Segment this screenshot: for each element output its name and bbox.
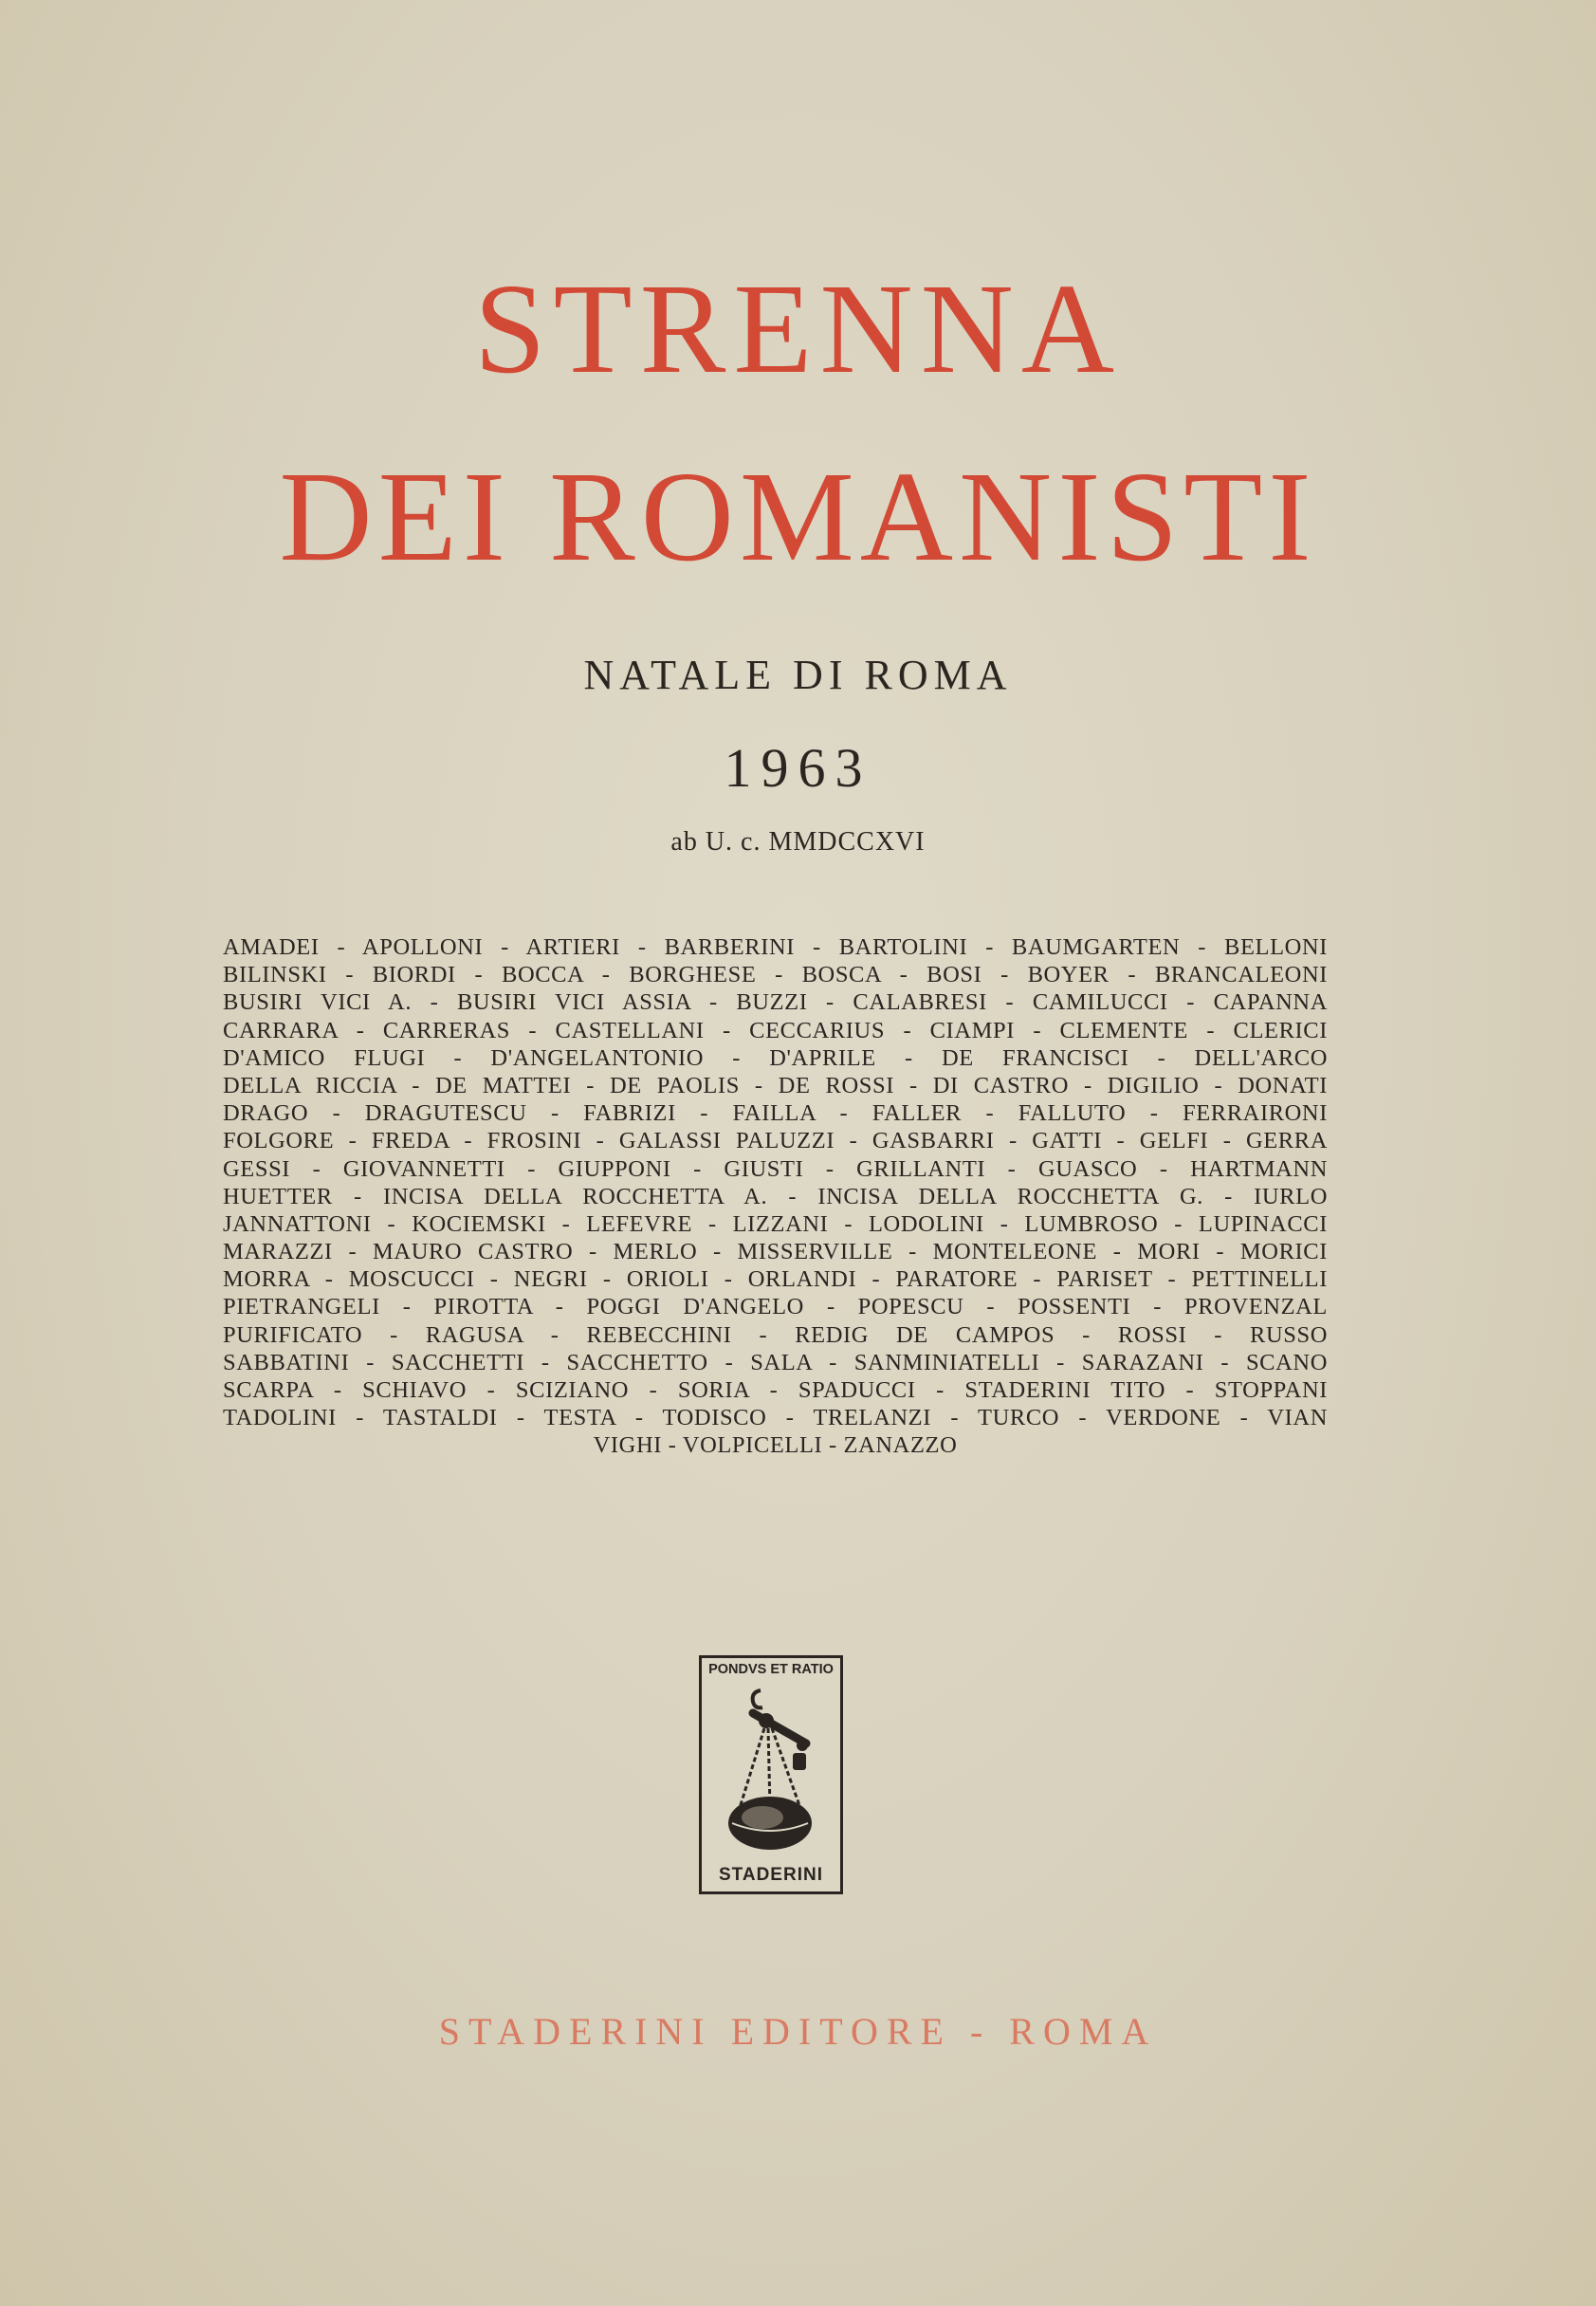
author-line: VIGHI - VOLPICELLI - ZANAZZO [593,1432,958,1459]
author-line: BILINSKI - BIORDI - BOCCA - BORGHESE - BOSCA - BOSI - BOYER - BRANCALEONI [223,962,1328,988]
author-line: SCARPA - SCHIAVO - SCIZIANO - SORIA - SPADUCCI - STADERINI TITO - STOPPANI [223,1377,1328,1403]
author-line: BUSIRI VICI A. - BUSIRI VICI ASSIA - BUZZI - CALABRESI - CAMILUCCI - CAPANNA [223,989,1328,1016]
publisher-logo [699,1655,843,1894]
steelyard-scale-icon [711,1685,831,1855]
author-line: FOLGORE - FREDA - FROSINI - GALASSI PALUZZI - GASBARRI - GATTI - GELFI - GERRA [223,1128,1328,1154]
author-line: JANNATTONI - KOCIEMSKI - LEFEVRE - LIZZANI - LODOLINI - LUMBROSO - LUPINACCI [223,1210,1328,1237]
author-line: MARAZZI - MAURO CASTRO - MERLO - MISSERVILLE - MONTELEONE - MORI - MORICI [223,1239,1328,1265]
subtitle: NATALE DI ROMA [583,652,1013,698]
author-list [223,933,1328,1460]
author-line: HUETTER - INCISA DELLA ROCCHETTA A. - INCISA DELLA ROCCHETTA G. - IURLO [223,1183,1328,1209]
year: 1963 [724,737,872,799]
title-line-1: STRENNA [473,258,1123,400]
author-line: GESSI - GIOVANNETTI - GIUPPONI - GIUSTI - GRILLANTI - GUASCO - HARTMANN [223,1155,1328,1182]
author-line: MORRA - MOSCUCCI - NEGRI - ORIOLI - ORLANDI - PARATORE - PARISET - PETTINELLI [223,1266,1328,1293]
author-line: DELLA RICCIA - DE MATTEI - DE PAOLIS - DE ROSSI - DI CASTRO - DIGILIO - DONATI [223,1072,1328,1098]
author-line: PIETRANGELI - PIROTTA - POGGI D'ANGELO - POPESCU - POSSENTI - PROVENZAL [223,1294,1328,1320]
publisher-imprint: STADERINI EDITORE - ROMA [438,2010,1158,2053]
logo-name: STADERINI [719,1865,823,1885]
logo-motto: PONDVS ET RATIO [708,1662,834,1677]
author-line: CARRARA - CARRERAS - CASTELLANI - CECCARIUS - CIAMPI - CLEMENTE - CLERICI [223,1017,1328,1043]
author-line: PURIFICATO - RAGUSA - REBECCHINI - REDIG DE CAMPOS - ROSSI - RUSSO [223,1321,1328,1348]
author-line: D'AMICO FLUGI - D'ANGELANTONIO - D'APRILE - DE FRANCISCI - DELL'ARCO [223,1044,1328,1071]
author-line: DRAGO - DRAGUTESCU - FABRIZI - FAILLA - FALLER - FALLUTO - FERRAIRONI [223,1100,1328,1127]
author-line: TADOLINI - TASTALDI - TESTA - TODISCO - TRELANZI - TURCO - VERDONE - VIAN [223,1405,1328,1431]
ab-urbe-condita-date: ab U. c. MMDCCXVI [670,827,926,857]
author-line: SABBATINI - SACCHETTI - SACCHETTO - SALA - SANMINIATELLI - SARAZANI - SCANO [223,1349,1328,1375]
title-line-2: DEI ROMANISTI [279,446,1317,588]
author-line: AMADEI - APOLLONI - ARTIERI - BARBERINI - BARTOLINI - BAUMGARTEN - BELLONI [223,934,1328,960]
